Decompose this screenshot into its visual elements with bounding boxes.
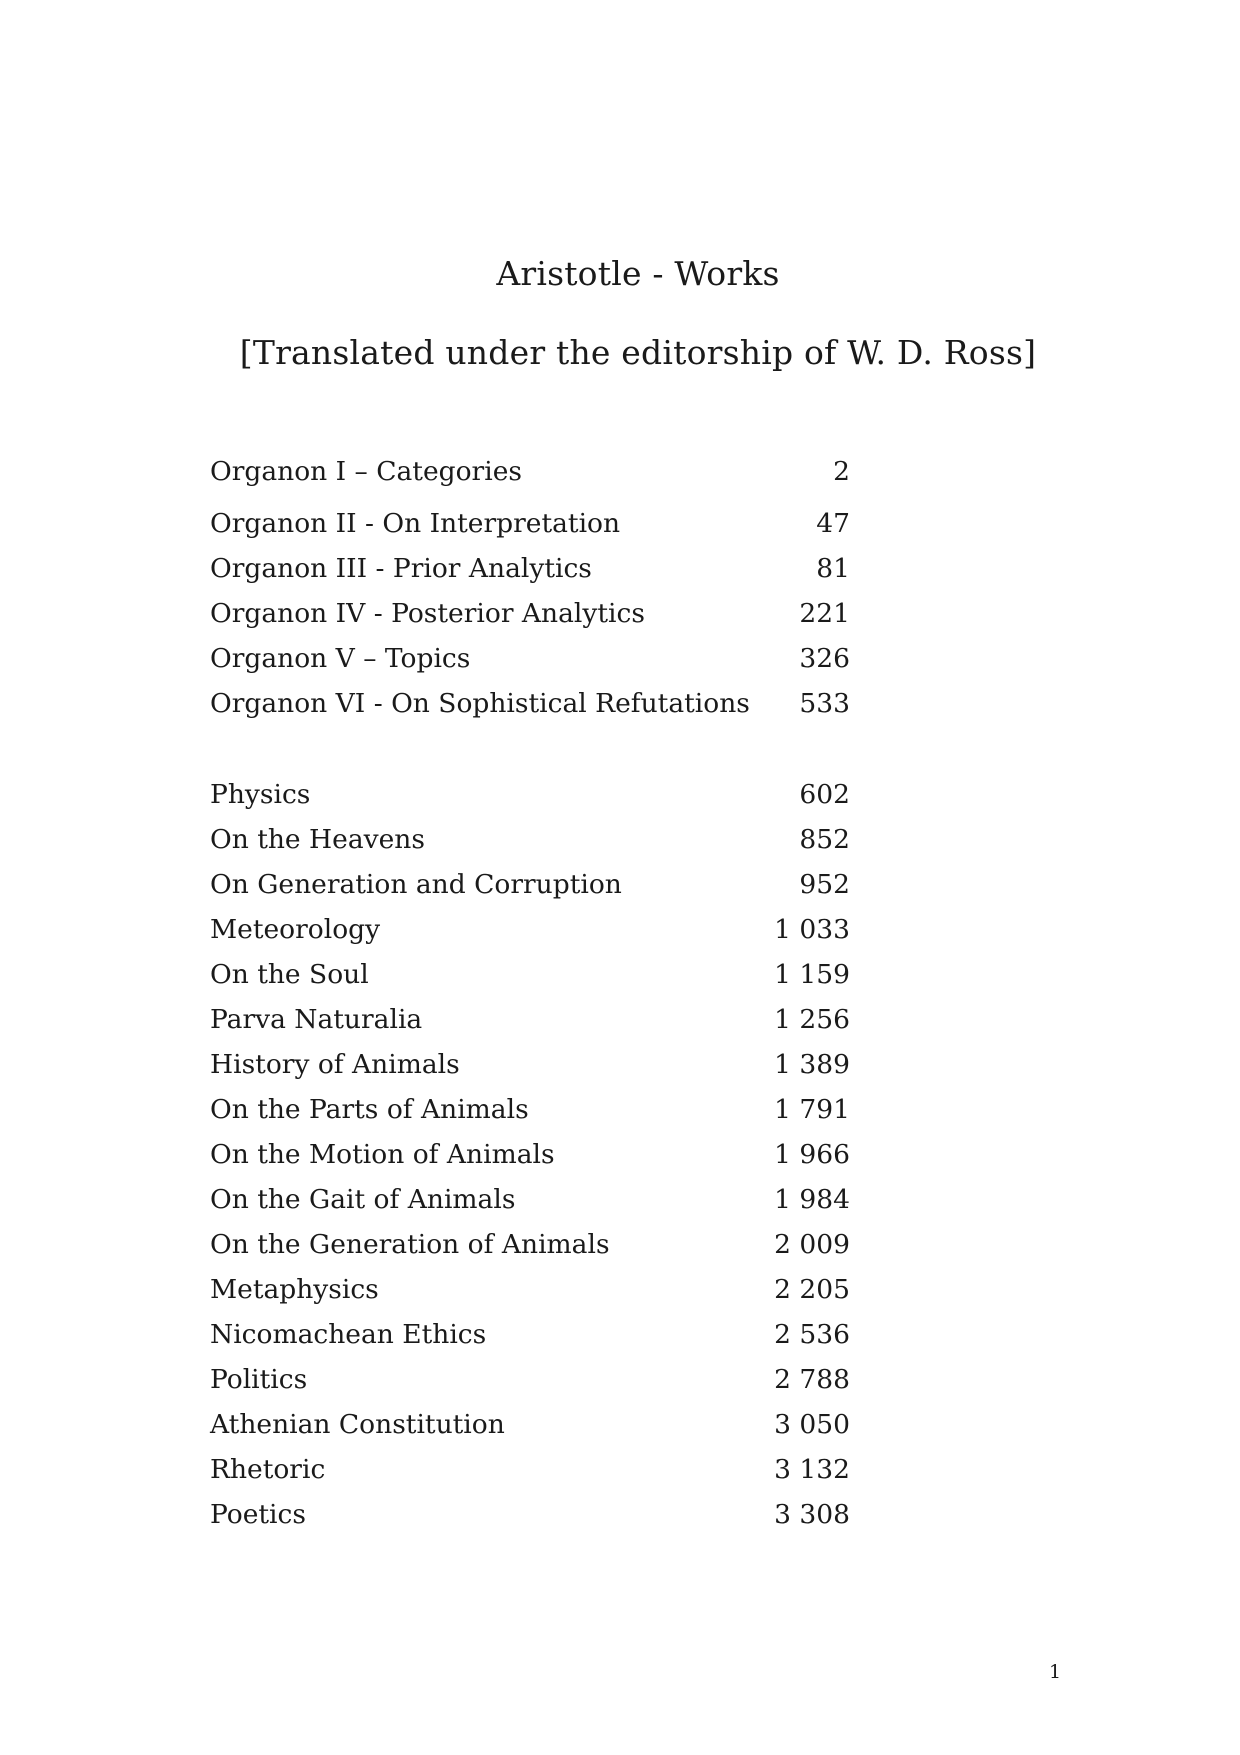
toc-entry-generation-of-animals[interactable] [210, 1227, 850, 1263]
toc-entry-page: 1 159 [774, 959, 850, 990]
toc-entry-motion-of-animals[interactable] [210, 1137, 850, 1173]
toc-entry-title: Politics [210, 1364, 308, 1395]
toc-entry-page: 3 132 [774, 1454, 850, 1485]
toc-entry-title: Physics [210, 779, 311, 810]
toc-entry-title: On the Soul [210, 959, 369, 990]
toc-entry-politics[interactable] [210, 1362, 850, 1398]
toc-entry-parva-naturalia[interactable] [210, 1002, 850, 1038]
toc-entry-title: Organon III - Prior Analytics [210, 553, 592, 584]
toc-entry-title: Metaphysics [210, 1274, 379, 1305]
toc-entry-organon-prior-analytics[interactable] [210, 551, 850, 587]
toc-entry-title: Organon VI - On Sophistical Refutations [210, 688, 750, 719]
page-number: 1 [1048, 1661, 1062, 1683]
toc-entry-meteorology[interactable] [210, 912, 850, 948]
toc-entry-title: Parva Naturalia [210, 1004, 423, 1035]
toc-entry-organon-topics[interactable] [210, 641, 850, 677]
toc-entry-page: 1 791 [774, 1094, 850, 1125]
toc-entry-rhetoric[interactable] [210, 1452, 850, 1488]
toc-entry-page: 47 [816, 508, 850, 539]
toc-entry-athenian-constitution[interactable] [210, 1407, 850, 1443]
toc-entry-physics[interactable] [210, 777, 850, 813]
toc-entry-page: 326 [799, 643, 850, 674]
toc-entry-title: On Generation and Corruption [210, 869, 622, 900]
toc-entry-generation-and-corruption[interactable] [210, 867, 850, 903]
toc-entry-title: On the Parts of Animals [210, 1094, 529, 1125]
toc-entry-page: 852 [799, 824, 850, 855]
toc-entry-page: 602 [799, 779, 850, 810]
toc-entry-page: 533 [799, 688, 850, 719]
toc-entry-title: Meteorology [210, 914, 381, 945]
toc-entry-organon-on-interpretation[interactable] [210, 506, 850, 542]
toc-entry-title: Nicomachean Ethics [210, 1319, 487, 1350]
toc-entry-page: 2 788 [774, 1364, 850, 1395]
toc-entry-title: History of Animals [210, 1049, 460, 1080]
toc-entry-title: On the Motion of Animals [210, 1139, 555, 1170]
toc-entry-title: On the Heavens [210, 824, 425, 855]
toc-entry-page: 2 205 [774, 1274, 850, 1305]
toc-entry-page: 1 984 [774, 1184, 850, 1215]
document-title: Aristotle - Works [496, 254, 780, 293]
toc-entry-title: Organon V – Topics [210, 643, 471, 674]
toc-entry-page: 3 050 [774, 1409, 850, 1440]
toc-entry-page: 1 966 [774, 1139, 850, 1170]
toc-entry-title: Organon IV - Posterior Analytics [210, 598, 645, 629]
toc-entry-poetics[interactable] [210, 1497, 850, 1533]
toc-entry-organon-sophistical-refutations[interactable] [210, 686, 850, 722]
toc-entry-page: 81 [816, 553, 850, 584]
toc-entry-title: Poetics [210, 1499, 306, 1530]
toc-entry-page: 3 308 [774, 1499, 850, 1530]
toc-entry-title: Rhetoric [210, 1454, 326, 1485]
toc-entry-on-the-heavens[interactable] [210, 822, 850, 858]
toc-entry-page: 1 389 [774, 1049, 850, 1080]
toc-entry-title: On the Gait of Animals [210, 1184, 516, 1215]
toc-entry-title: Organon II - On Interpretation [210, 508, 621, 539]
toc-entry-title: On the Generation of Animals [210, 1229, 610, 1260]
toc-entry-page: 1 256 [774, 1004, 850, 1035]
toc-entry-parts-of-animals[interactable] [210, 1092, 850, 1128]
toc-entry-history-of-animals[interactable] [210, 1047, 850, 1083]
toc-entry-metaphysics[interactable] [210, 1272, 850, 1308]
toc-entry-page: 2 536 [774, 1319, 850, 1350]
toc-entry-page: 2 [833, 456, 850, 487]
toc-entry-page: 221 [799, 598, 850, 629]
toc-entry-page: 952 [799, 869, 850, 900]
toc-entry-page: 1 033 [774, 914, 850, 945]
toc-entry-title: Athenian Constitution [210, 1409, 505, 1440]
toc-entry-page: 2 009 [774, 1229, 850, 1260]
toc-entry-gait-of-animals[interactable] [210, 1182, 850, 1218]
toc-entry-on-the-soul[interactable] [210, 957, 850, 993]
toc-entry-nicomachean-ethics[interactable] [210, 1317, 850, 1353]
toc-entry-organon-categories[interactable] [210, 454, 850, 490]
toc-entry-organon-posterior-analytics[interactable] [210, 596, 850, 632]
toc-entry-title: Organon I – Categories [210, 456, 522, 487]
document-subtitle: [Translated under the editorship of W. D. Ross] [239, 333, 1037, 372]
